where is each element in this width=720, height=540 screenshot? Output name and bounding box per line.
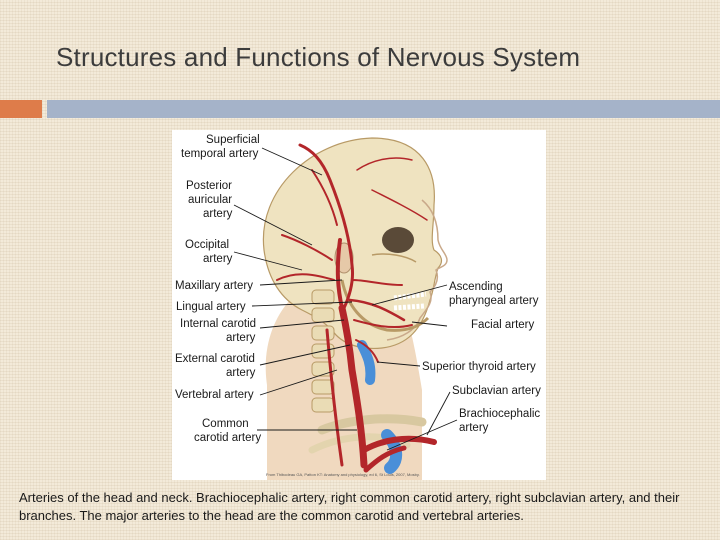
label-superior-thyroid-artery: Superior thyroid artery <box>422 361 536 373</box>
head-neck-arteries-illustration <box>172 130 546 480</box>
label-posterior-auricular-artery: Posterior auricular artery <box>186 180 233 220</box>
label-external-carotid-artery: External carotid artery <box>175 353 256 379</box>
anatomy-figure <box>172 130 546 480</box>
label-superficial-temporal-artery: Superficial temporal artery <box>181 134 260 160</box>
accent-bar-blue <box>47 100 720 118</box>
label-facial-artery: Facial artery <box>471 319 535 331</box>
labels-left <box>175 134 263 444</box>
label-ascending-pharyngeal-artery: Ascending pharyngeal artery <box>449 281 539 307</box>
label-vertebral-artery: Vertebral artery <box>175 389 254 401</box>
label-brachiocephalic-artery: Brachiocephalic artery <box>459 408 541 434</box>
label-internal-carotid-artery: Internal carotid artery <box>180 318 257 344</box>
label-occipital-artery: Occipital artery <box>185 239 233 265</box>
figure-caption: Arteries of the head and neck. Brachiocephalic artery, right common carotid artery, right subclavian artery, and their branches. The major arteries to the head are the common carotid and vertebral arteries. <box>19 490 680 523</box>
accent-bar-orange <box>0 100 42 118</box>
eye-orbit <box>382 227 414 253</box>
label-lingual-artery: Lingual artery <box>176 301 246 313</box>
figure-credit: From Thibodeau GA, Patton KT: Anatomy and physiology, ed 6, St Louis, 2007, Mosby. <box>266 472 420 477</box>
label-maxillary-artery: Maxillary artery <box>175 280 253 292</box>
label-common-carotid-artery: Common carotid artery <box>194 418 262 444</box>
slide-title: Structures and Functions of Nervous System <box>56 42 581 72</box>
label-subclavian-artery: Subclavian artery <box>452 385 541 397</box>
